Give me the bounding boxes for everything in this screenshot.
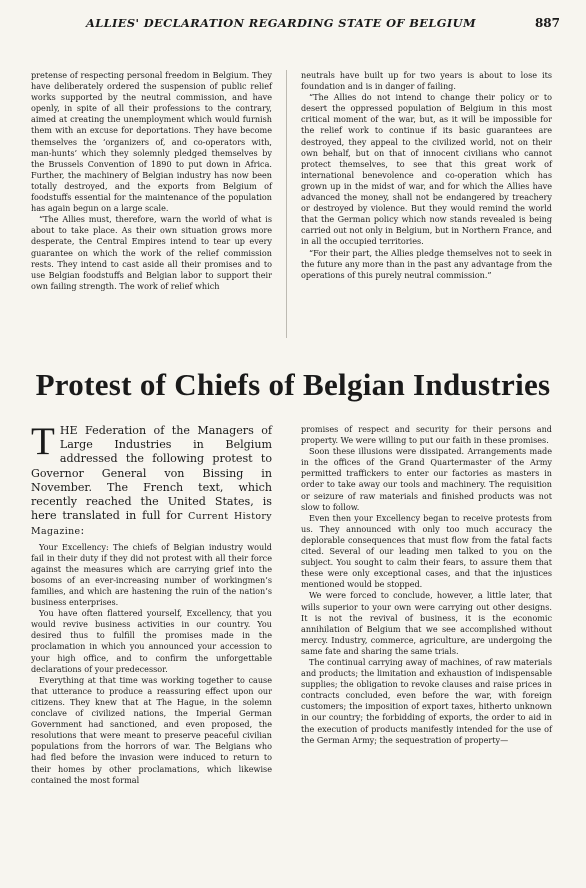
upper-right-column	[301, 70, 552, 281]
lower-right-column	[301, 424, 552, 746]
lead-end: :	[80, 524, 85, 538]
paragraph: neutrals have built up for two years is about to lose its foundation and is in danger of failing.	[301, 70, 552, 92]
paragraph: pretense of respecting personal freedom in Belgium. They have deliberately ordered the suspension of public relief works supported by the neutral commission, and have openly, in spite of all their professions to the contrary, aimed at creating the unemployment which would furnish them with an excuse for deportations. They have become themselves the ‘organizers of, and co-operators with, man-hunts’ which they solemnly pledged themselves by the Brussels Convention of 1890 to put down in Africa. Further, the machinery of Belgian industry has now been totally destroyed, and the exports from Belgium of foodstuffs essential for the maintenance of the population has again begun on a large scale.	[31, 70, 272, 214]
lower-left-column	[31, 420, 272, 786]
drop-cap: T	[31, 420, 55, 463]
upper-left-column	[31, 70, 272, 292]
page-number: 887	[534, 16, 560, 30]
paragraph: “The Allies must, therefore, warn the world of what is about to take place. As their own situation grows more desperate, the Central Empires intend to tear up every guarantee on which the work of the relief commission rests. They intend to cast aside all their promises and to use Belgian foodstuffs and Belgian labor to support their own failing strength. The work of relief which	[31, 214, 272, 291]
paragraph: “The Allies do not intend to change their policy or to desert the oppressed population of Belgium in this most critical moment of the war, but, as it will be impossible for the relief work to continue if its basic guarantees are destroyed, they appeal to the civilized world, not on their own behalf, but on that of innocent civilians who cannot protect themselves, to see that this great work of international benevolence and co-operation which has grown up in the midst of war, and for which the Allies have advanced the money, shall not be endangered by treachery or destroyed by violence. But they would remind the world that the German policy which now stands revealed is being carried out not only in Belgium, but in Northern France, and in all the occupied territories.	[301, 92, 552, 247]
paragraph: promises of respect and security for their persons and property. We were willing to put our faith in these promises.	[301, 424, 552, 446]
magazine-name: Current History Magazine	[31, 511, 272, 538]
paragraph: We were forced to conclude, however, a little later, that wills superior to your own were carrying out other designs. It is not the revival of business, it is the economic annihilation of Belgium that we see accomplished without mercy. Industry, commerce, agriculture, are undergoing the same fate and sharing the same trials.	[301, 590, 552, 656]
paragraph: You have often flattered yourself, Excellency, that you would revive business activities in our country. You desired thus to fulfill the promises made in the proclamation in which you announced your accession to your high office, and to confirm the unforgettable declarations of your predecessor.	[31, 608, 272, 674]
paragraph: Soon these illusions were dissipated. Arrangements made in the offices of the Grand Quartermaster of the Army permitted traffickers to enter our factories as masters in order to take away our tools and machinery. The requisition or seizure of raw materials and finished products was not slow to follow.	[301, 446, 552, 512]
running-header	[30, 14, 560, 34]
paragraph: Even then your Excellency began to receive protests from us. They announced with only too much accuracy the deplorable consequences that must flow from the fatal facts cited. Several of our leading men talked to you on the subject. You sought to calm their fears, to assure them that these were only exceptional cases, and that the injustices mentioned would be stopped.	[301, 512, 552, 590]
lead-paragraph	[31, 420, 272, 540]
article-headline: Protest of Chiefs of Belgian Industries	[35, 367, 551, 402]
column-divider	[286, 70, 287, 338]
paragraph: Your Excellency: The chiefs of Belgian industry would fail in their duty if they did not protest with all their force against the measures which are carrying grief into the bosoms of an ever-increasing number of workingmen’s families, and which are hastening the ruin of the nation’s business enterprises.	[31, 541, 272, 608]
lead-text: HE Federation of the Managers of Large Industries in Belgium addressed the following protest to Governor General von Bissing in November. The French text, which recently reached the United States, is here translated in full for	[31, 424, 272, 523]
paragraph: Everything at that time was working together to cause that utterance to produce a reassuring effect upon our citizens. They knew that at The Hague, in the solemn conclave of civilized nations, the Imperial German Government had sanctioned, and even proposed, the resolutions that were meant to preserve peaceful civilian populations from the horrors of war. The Belgians who had fled before the invasion were induced to return to their homes by other proclamations, which likewise contained the most formal	[31, 674, 272, 785]
paragraph: The continual carrying away of machines, of raw materials and products; the limitation and exhaustion of indispensable supplies; the obligation to revoke clauses and raise prices in contracts concluded, even before the war, with foreign customers; the imposition of export taxes, hitherto unknown in our country; the forbidding of exports, the order to aid in the execution of products manifestly intended for the use of the German Army; the sequestration of property—	[301, 656, 552, 745]
paragraph: “For their part, the Allies pledge themselves not to seek in the future any more than in the past any advantage from the operations of this purely neutral commission.”	[301, 247, 552, 280]
running-title: ALLIES' DECLARATION REGARDING STATE OF BELGIUM	[86, 16, 477, 30]
